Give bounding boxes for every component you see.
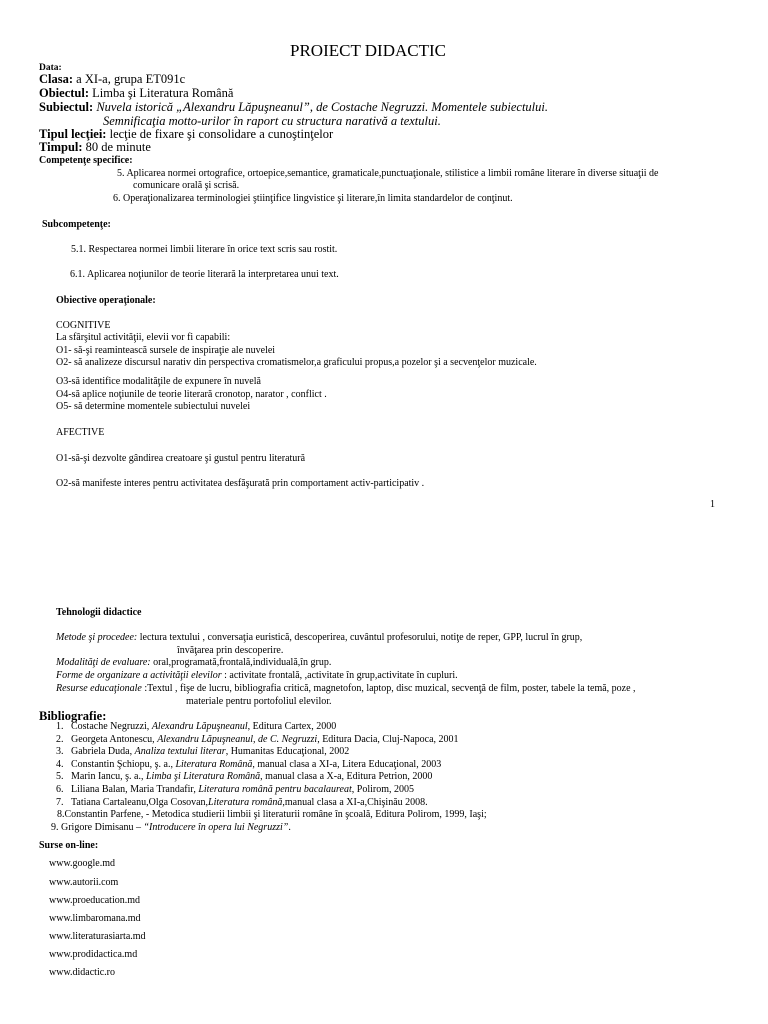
objective-o5: O5- să determine momentele subiectului nuvelei — [56, 401, 251, 412]
bibliografie-heading: Bibliografie: — [39, 709, 107, 723]
surse-link[interactable]: www.proeducation.md — [49, 895, 140, 906]
surse-link[interactable]: www.literaturasiarta.md — [49, 931, 146, 942]
subcompetenta-6-1: 6.1. Aplicarea noţiunilor de teorie literară la interpretarea unui text. — [70, 269, 339, 280]
bib-item: 3. Gabriela Duda, Analiza textului literar, Humanitas Educaţional, 2002 — [56, 746, 350, 757]
obiective-heading: Obiective operaţionale: — [56, 295, 156, 306]
objective-o1: O1- să-şi reamintească sursele de inspiraţie ale nuvelei — [56, 345, 276, 356]
competenta-5: 5. Aplicarea normei ortografice, ortoepice,semantice, gramaticale,punctuaţionale, stilistice a limbii române literare în diverse situaţii de — [117, 168, 659, 179]
subcompetente-heading: Subcompetenţe: — [42, 219, 111, 230]
metode-line: Metode şi procedee: lectura textului , conversaţia euristică, descoperirea, cuvântul profesorului, notiţe de reper, GPP, lucrul în grup, — [56, 632, 583, 643]
cognitive-intro: La sfârşitul activităţii, elevii vor fi capabili: — [56, 332, 231, 343]
afective-o1: O1-să-şi dezvolte gândirea creatoare şi gustul pentru literatură — [56, 453, 306, 464]
surse-heading: Surse on-line: — [39, 840, 99, 851]
objective-o3: O3-să identifice modalităţile de expunere în nuvelă — [56, 376, 261, 387]
bib-item: 1. Costache Negruzzi, Alexandru Lăpuşneanul, Editura Cartex, 2000 — [56, 721, 337, 732]
afective-o2: O2-să manifeste interes pentru activitatea desfăşurată prin comportament activ-participativ . — [56, 478, 425, 489]
afective-heading: AFECTIVE — [56, 427, 105, 438]
bib-item: 2. Georgeta Antonescu, Alexandru Lăpuşneanul, de C. Negruzzi, Editura Dacia, Cluj-Napoca, 2001 — [56, 734, 459, 745]
field-data: Data: — [39, 63, 62, 73]
bib-item: 5. Marin Iancu, ş. a., Limba şi Literatura Română, manual clasa a X-a, Editura Petrion, 2000 — [56, 771, 433, 782]
forme-line: Forme de organizare a activităţii elevilor : activitate frontală, ,activitate în grup,activitate în cupluri. — [56, 670, 458, 681]
cognitive-heading: COGNITIVE — [56, 320, 111, 331]
resurse-line: Resurse educaţionale :Textul , fişe de lucru, bibliografia critică, magnetofon, laptop, disc muzical, secvenţă de film, poster, tabele la temă, poze , — [56, 683, 636, 694]
surse-link[interactable]: www.limbaromana.md — [49, 913, 141, 924]
metode-cont: învăţarea prin descoperire. — [177, 645, 284, 656]
objective-o4: O4-să aplice noţiunile de teorie literară cronotop, narator , conflict . — [56, 389, 327, 400]
field-clasa: Clasa: a XI-a, grupa ET091c — [39, 72, 186, 86]
objective-o2: O2- să analizeze discursul narativ din perspectiva cromatismelor,a graficului propus,a pozelor şi a secvenţelor muzicale. — [56, 357, 537, 368]
page-title: PROIECT DIDACTIC — [290, 41, 446, 60]
page-number: 1 — [710, 499, 715, 510]
surse-link[interactable]: www.didactic.ro — [49, 967, 115, 978]
field-subiectul: Subiectul: Nuvela istorică „Alexandru Lăpuşneanul”, de Costache Negruzzi. Momentele subiectului. — [39, 100, 549, 114]
bib-item: 9. Grigore Dimisanu – “Introducere în opera lui Negruzzi”. — [51, 822, 291, 833]
surse-link[interactable]: www.autorii.com — [49, 877, 119, 888]
bib-item: 4. Constantin Şchiopu, ş. a., Literatura Română, manual clasa a XI-a, Litera Educaţional, 2003 — [56, 759, 442, 770]
field-subiectul-cont: Semnificaţia motto-urilor în raport cu structura narativă a textului. — [103, 114, 441, 128]
surse-link[interactable]: www.google.md — [49, 858, 116, 869]
competenta-6: 6. Operaţionalizarea terminologiei ştiinţifice lingvistice şi literare,în limita standardelor de conţinut. — [113, 193, 513, 204]
resurse-cont: materiale pentru portofoliul elevilor. — [186, 696, 332, 707]
bib-item: 7. Tatiana Cartaleanu,Olga Cosovan,Literatura română,manual clasa a XI-a,Chişinău 2008. — [56, 797, 428, 808]
bib-item: 6. Liliana Balan, Maria Trandafir, Literatura română pentru bacalaureat, Polirom, 2005 — [56, 784, 415, 795]
competente-heading: Competenţe specifice: — [39, 155, 133, 166]
subcompetenta-5-1: 5.1. Respectarea normei limbii literare în orice text scris sau rostit. — [71, 244, 338, 255]
tehnologii-heading: Tehnologii didactice — [56, 607, 142, 618]
evaluare-line: Modalităţi de evaluare: oral,programată,frontală,individuală,în grup. — [56, 657, 332, 668]
field-timpul: Timpul: 80 de minute — [39, 140, 151, 154]
field-obiectul: Obiectul: Limba şi Literatura Română — [39, 86, 234, 100]
bib-item: 8.Constantin Parfene, - Metodica studierii limbii şi literaturii române în şcoală, Editura Polirom, 1999, Iaşi; — [57, 809, 487, 820]
competenta-5-cont: comunicare orală şi scrisă. — [133, 180, 240, 191]
field-tipul-lectiei: Tipul lecţiei: lecţie de fixare şi consolidare a cunoştinţelor — [39, 127, 334, 141]
surse-link[interactable]: www.prodidactica.md — [49, 949, 138, 960]
